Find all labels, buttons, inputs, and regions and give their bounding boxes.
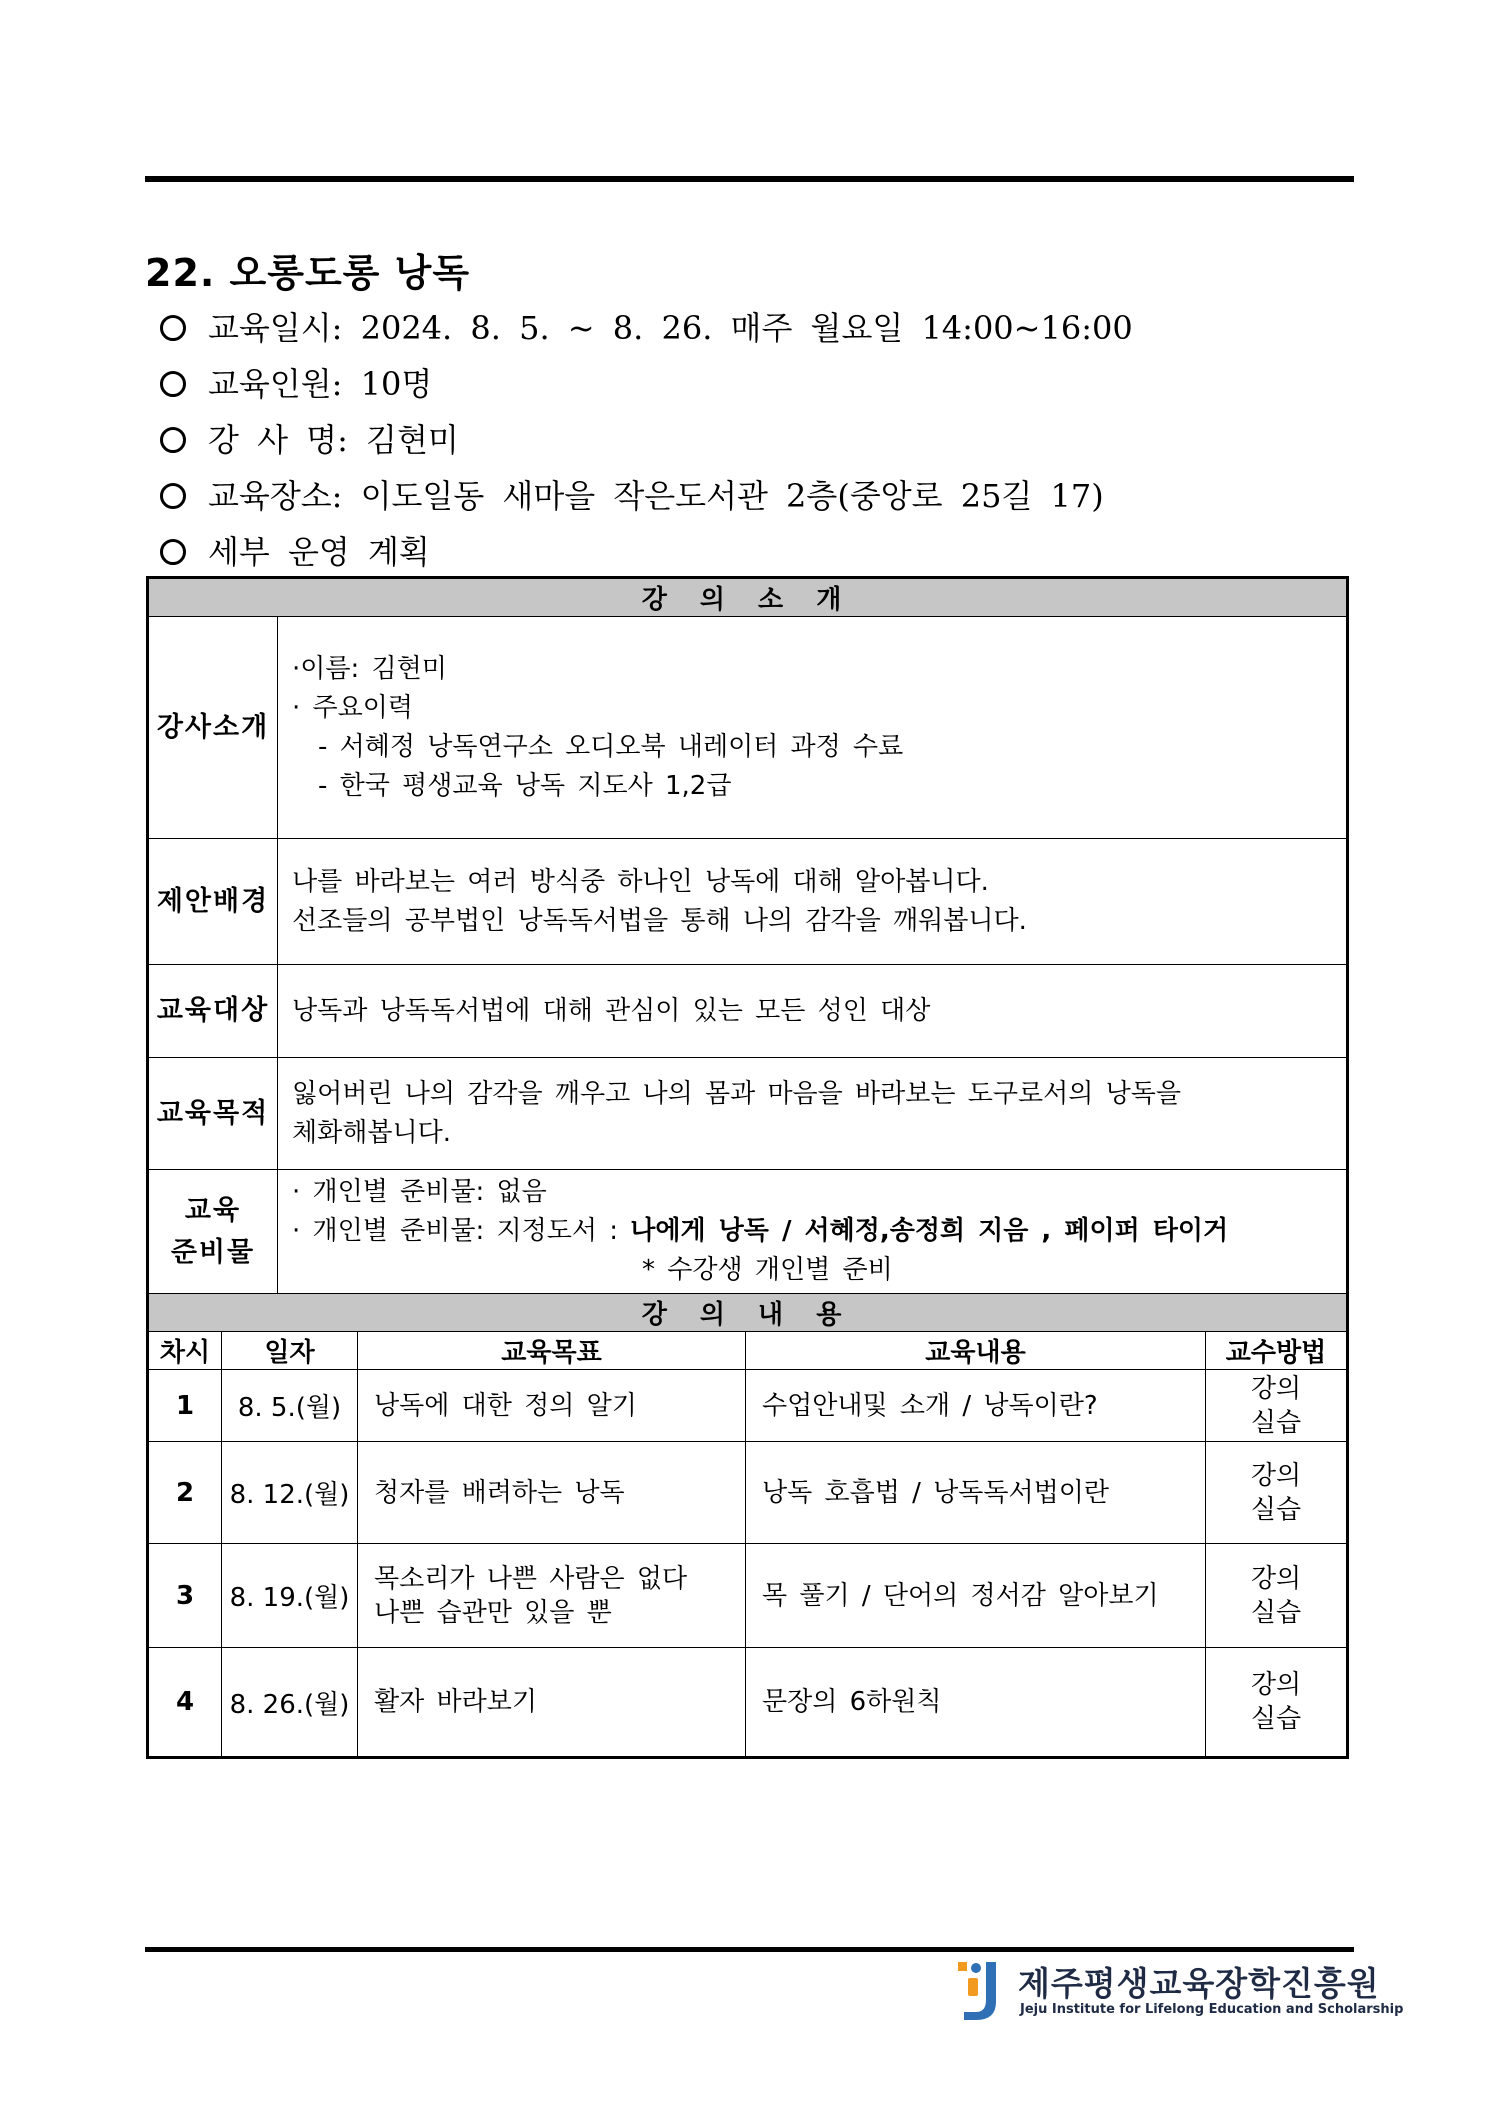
method-line: 강의 (1250, 1460, 1302, 1491)
column-header-method: 교수방법 (1206, 1332, 1348, 1370)
method-line: 실습 (1250, 1494, 1302, 1525)
instructor-career-item: - 서혜정 낭독연구소 오디오북 내레이터 과정 수료 (318, 731, 904, 762)
session-date: 8. 12.(월) (222, 1442, 358, 1544)
circle-bullet-icon (160, 315, 186, 341)
purpose-line: 체화해봅니다. (292, 1117, 451, 1148)
info-item-plan: 세부 운영 계획 (160, 524, 1133, 580)
session-goal-line: 낭독에 대한 정의 알기 (374, 1390, 637, 1421)
materials-note: * 수강생 개인별 준비 (642, 1255, 893, 1285)
info-list (160, 300, 1133, 580)
session-goal-line: 청자를 배려하는 낭독 (374, 1477, 625, 1508)
schedule-column-header-row (148, 1332, 1348, 1370)
purpose-label: 교육목적 (148, 1058, 278, 1170)
session-goal-line: 목소리가 나쁜 사람은 없다 (374, 1563, 688, 1594)
session-content: 수업안내및 소개 / 낭독이란? (746, 1370, 1206, 1442)
session-number: 3 (148, 1544, 222, 1648)
background-label: 제안배경 (148, 839, 278, 965)
circle-bullet-icon (160, 371, 186, 397)
bottom-rule (145, 1947, 1354, 1952)
instructor-career-heading: · 주요이력 (292, 692, 413, 723)
instructor-career-item: - 한국 평생교육 낭독 지도사 1,2급 (318, 770, 732, 801)
session-date: 8. 5.(월) (222, 1370, 358, 1442)
table-row (148, 1442, 1348, 1544)
target-row (148, 965, 1348, 1058)
session-content: 낭독 호흡법 / 낭독독서법이란 (746, 1442, 1206, 1544)
session-number: 2 (148, 1442, 222, 1544)
method-line: 강의 (1250, 1373, 1302, 1404)
info-item-schedule: 교육일시: 2024. 8. 5. ~ 8. 26. 매주 월요일 14:00~16:00 (160, 300, 1133, 356)
intro-heading-row (148, 578, 1348, 617)
table-row (148, 1648, 1348, 1758)
session-date: 8. 26.(월) (222, 1648, 358, 1758)
intro-heading: 강 의 소 개 (148, 578, 1348, 617)
materials-line (292, 1212, 1346, 1251)
table-row (148, 1544, 1348, 1648)
table-row (148, 1370, 1348, 1442)
session-method (1206, 1544, 1348, 1648)
session-goal (358, 1442, 746, 1544)
target-content: 낭독과 낭독독서법에 대해 관심이 있는 모든 성인 대상 (278, 965, 1348, 1058)
page-title: 22. 오롱도롱 낭독 (145, 251, 471, 295)
background-line: 나를 바라보는 여러 방식중 하나인 낭독에 대해 알아봅니다. (292, 866, 989, 897)
course-plan-table (146, 576, 1349, 1759)
method-line: 실습 (1250, 1407, 1302, 1438)
session-content: 목 풀기 / 단어의 정서감 알아보기 (746, 1544, 1206, 1648)
circle-bullet-icon (160, 539, 186, 565)
institute-logo-icon (952, 1958, 1006, 2024)
session-date: 8. 19.(월) (222, 1544, 358, 1648)
materials-book-prefix: · 개인별 준비물: 지정도서 : (292, 1216, 619, 1246)
top-rule (145, 176, 1354, 182)
materials-label-line: 준비물 (170, 1236, 256, 1268)
materials-row (148, 1170, 1348, 1294)
session-number: 1 (148, 1370, 222, 1442)
session-method (1206, 1370, 1348, 1442)
target-label: 교육대상 (148, 965, 278, 1058)
column-header-session: 차시 (148, 1332, 222, 1370)
footer-logo (952, 1958, 1404, 2028)
session-method (1206, 1442, 1348, 1544)
materials-book-title: 나에게 낭독 / 서혜정,송정희 지음 , 페이퍼 타이거 (630, 1216, 1229, 1246)
instructor-name: ·이름: 김현미 (292, 653, 447, 684)
circle-bullet-icon (160, 483, 186, 509)
instructor-content (278, 617, 1348, 839)
institute-name: 제주평생교육장학진흥원 (1018, 1964, 1380, 2003)
materials-content (278, 1170, 1348, 1294)
circle-bullet-icon (160, 427, 186, 453)
background-row (148, 839, 1348, 965)
materials-line: · 개인별 준비물: 없음 (292, 1177, 547, 1207)
method-line: 실습 (1250, 1704, 1302, 1734)
info-item-instructor: 강 사 명: 김현미 (160, 412, 1133, 468)
purpose-line: 잃어버린 나의 감각을 깨우고 나의 몸과 마음을 바라보는 도구로서의 낭독을 (292, 1078, 1181, 1109)
column-header-goal: 교육목표 (358, 1332, 746, 1370)
session-goal (358, 1544, 746, 1648)
instructor-row (148, 617, 1348, 839)
purpose-row (148, 1058, 1348, 1170)
session-goal (358, 1370, 746, 1442)
institute-english-name: Jeju Institute for Lifelong Education and Scholarship (1020, 2002, 1404, 2017)
session-goal (358, 1648, 746, 1758)
info-item-capacity: 교육인원: 10명 (160, 356, 1133, 412)
info-item-location: 교육장소: 이도일동 새마을 작은도서관 2층(중앙로 25길 17) (160, 468, 1133, 524)
materials-label-line: 교육 (184, 1194, 242, 1226)
column-header-content: 교육내용 (746, 1332, 1206, 1370)
method-line: 강의 (1250, 1670, 1302, 1700)
instructor-label: 강사소개 (148, 617, 278, 839)
schedule-heading-row (148, 1294, 1348, 1332)
session-method (1206, 1648, 1348, 1758)
session-number: 4 (148, 1648, 222, 1758)
materials-label (148, 1170, 278, 1294)
background-line: 선조들의 공부법인 낭독독서법을 통해 나의 감각을 깨워봅니다. (292, 905, 1027, 936)
session-content: 문장의 6하원칙 (746, 1648, 1206, 1758)
method-line: 실습 (1250, 1597, 1302, 1628)
session-goal-line: 나쁜 습관만 있을 뿐 (374, 1597, 612, 1628)
background-content (278, 839, 1348, 965)
purpose-content (278, 1058, 1348, 1170)
method-line: 강의 (1250, 1563, 1302, 1594)
schedule-heading: 강 의 내 용 (148, 1294, 1348, 1332)
column-header-date: 일자 (222, 1332, 358, 1370)
session-goal-line: 활자 바라보기 (374, 1687, 537, 1717)
